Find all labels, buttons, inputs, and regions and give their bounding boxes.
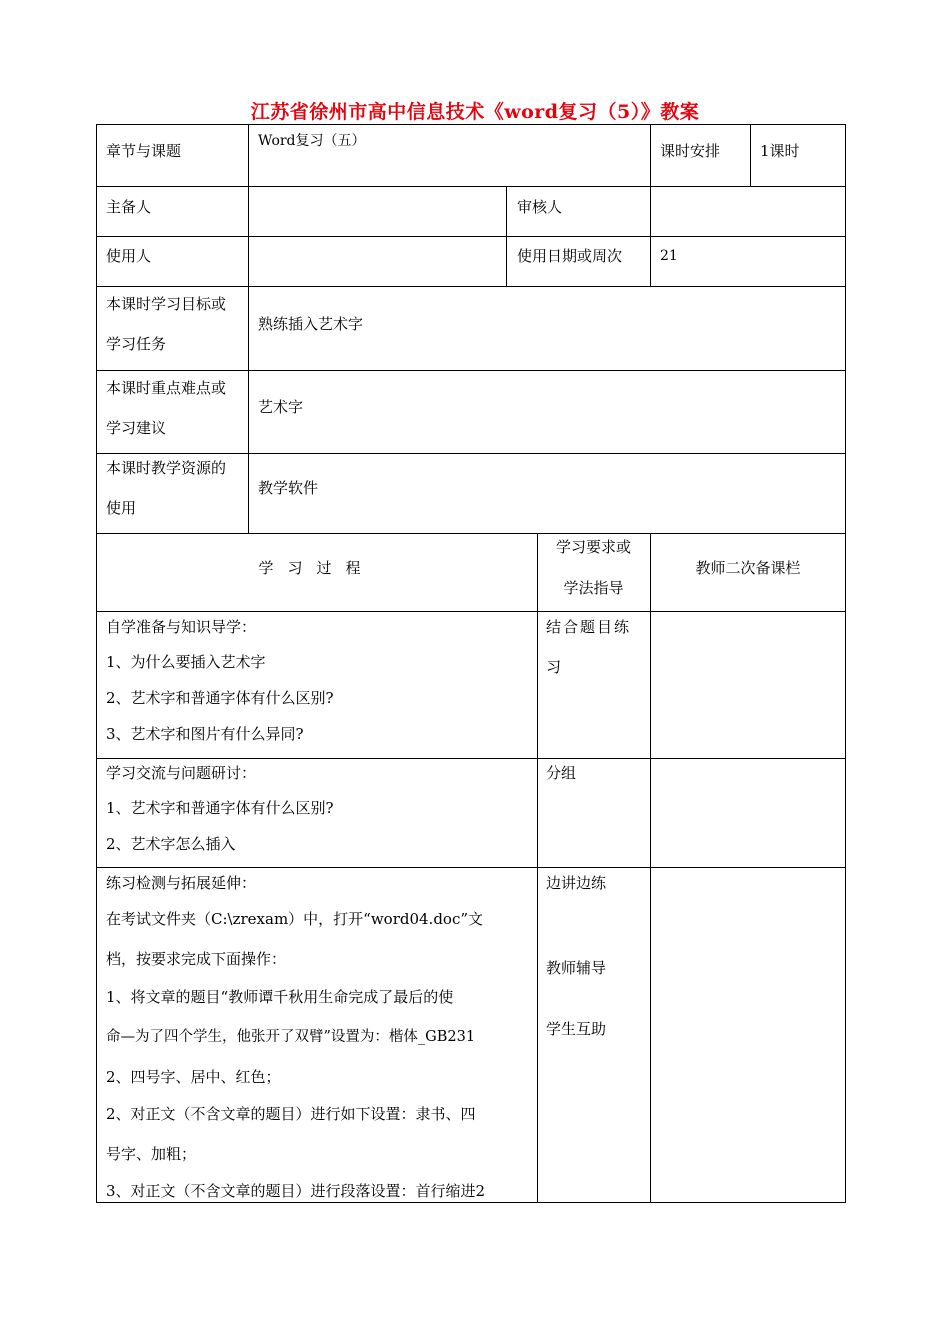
document-title: 江苏省徐州市高中信息技术《word复习（5）》教案 <box>250 101 700 123</box>
guide-text: 教师辅导 <box>546 959 607 977</box>
column-divider <box>650 533 651 1203</box>
resource-value: 教学软件 <box>258 479 319 497</box>
column-divider <box>650 124 651 236</box>
resource-label: 使用 <box>106 499 137 517</box>
section-line: 2、艺术字和普通字体有什么区别? <box>106 689 334 707</box>
reviewer-label: 审核人 <box>517 198 563 216</box>
section-line: 3、艺术字和图片有什么异同? <box>106 725 304 743</box>
period-label: 课时安排 <box>660 142 721 160</box>
guide-text: 习 <box>546 658 562 676</box>
row-divider <box>96 611 846 612</box>
guide-text: 结合题目练 <box>546 618 632 636</box>
guide-text: 学生互助 <box>546 1020 607 1038</box>
user-label: 使用人 <box>106 247 152 265</box>
column-divider <box>537 533 538 1203</box>
resource-label: 本课时教学资源的 <box>106 459 227 477</box>
column-divider <box>248 124 249 533</box>
row-divider <box>96 533 846 534</box>
row-divider <box>96 236 846 237</box>
goal-label: 本课时学习目标或 <box>106 295 227 313</box>
chapter-label: 章节与课题 <box>106 142 182 160</box>
goal-value: 熟练插入艺术字 <box>258 315 364 333</box>
section-line: 1、艺术字和普通字体有什么区别? <box>106 799 334 817</box>
guide-text: 边讲边练 <box>546 874 607 892</box>
section-line: 学习交流与问题研讨： <box>106 764 257 782</box>
row-divider <box>96 867 846 868</box>
key-value: 艺术字 <box>258 398 304 416</box>
key-label: 本课时重点难点或 <box>106 379 227 397</box>
preparer-label: 主备人 <box>106 198 152 216</box>
date-label: 使用日期或周次 <box>517 247 623 265</box>
guide-column-header: 学习要求或 <box>555 538 631 556</box>
column-divider <box>506 186 507 286</box>
row-divider <box>96 186 846 187</box>
row-divider <box>96 453 846 454</box>
row-divider <box>96 370 846 371</box>
section-line: 在考试文件夹（C:\zrexam）中，打开“word04.doc”文 <box>106 910 484 928</box>
process-column-header: 学习过程 <box>258 559 375 577</box>
section-line: 2、对正文（不含文章的题目）进行如下设置：隶书、四 <box>106 1105 476 1123</box>
date-value: 21 <box>660 248 678 264</box>
teacher-column-header: 教师二次备课栏 <box>695 559 801 577</box>
goal-label: 学习任务 <box>106 335 167 353</box>
section-line: 2、四号字、居中、红色； <box>106 1068 281 1086</box>
section-line: 命—为了四个学生，他张开了双臂”设置为：楷体_GB231 <box>106 1029 476 1045</box>
row-divider <box>96 286 846 287</box>
section-line: 3、对正文（不含文章的题目）进行段落设置：首行缩进2 <box>106 1182 486 1200</box>
section-line: 自学准备与知识导学： <box>106 618 257 636</box>
column-divider <box>750 124 751 186</box>
chapter-value: Word复习（五） <box>258 133 366 149</box>
guide-column-header: 学法指导 <box>563 579 624 597</box>
section-line: 1、将文章的题目“教师谭千秋用生命完成了最后的使 <box>106 988 454 1006</box>
section-line: 1、为什么要插入艺术字 <box>106 653 266 671</box>
column-divider <box>650 236 651 286</box>
period-value: 1课时 <box>760 142 800 160</box>
section-line: 档，按要求完成下面操作： <box>106 950 287 968</box>
section-line: 号字、加粗； <box>106 1145 197 1163</box>
key-label: 学习建议 <box>106 419 167 437</box>
guide-text: 分组 <box>546 764 577 782</box>
section-line: 2、艺术字怎么插入 <box>106 835 236 853</box>
section-line: 练习检测与拓展延伸： <box>106 874 257 892</box>
row-divider <box>96 758 846 759</box>
